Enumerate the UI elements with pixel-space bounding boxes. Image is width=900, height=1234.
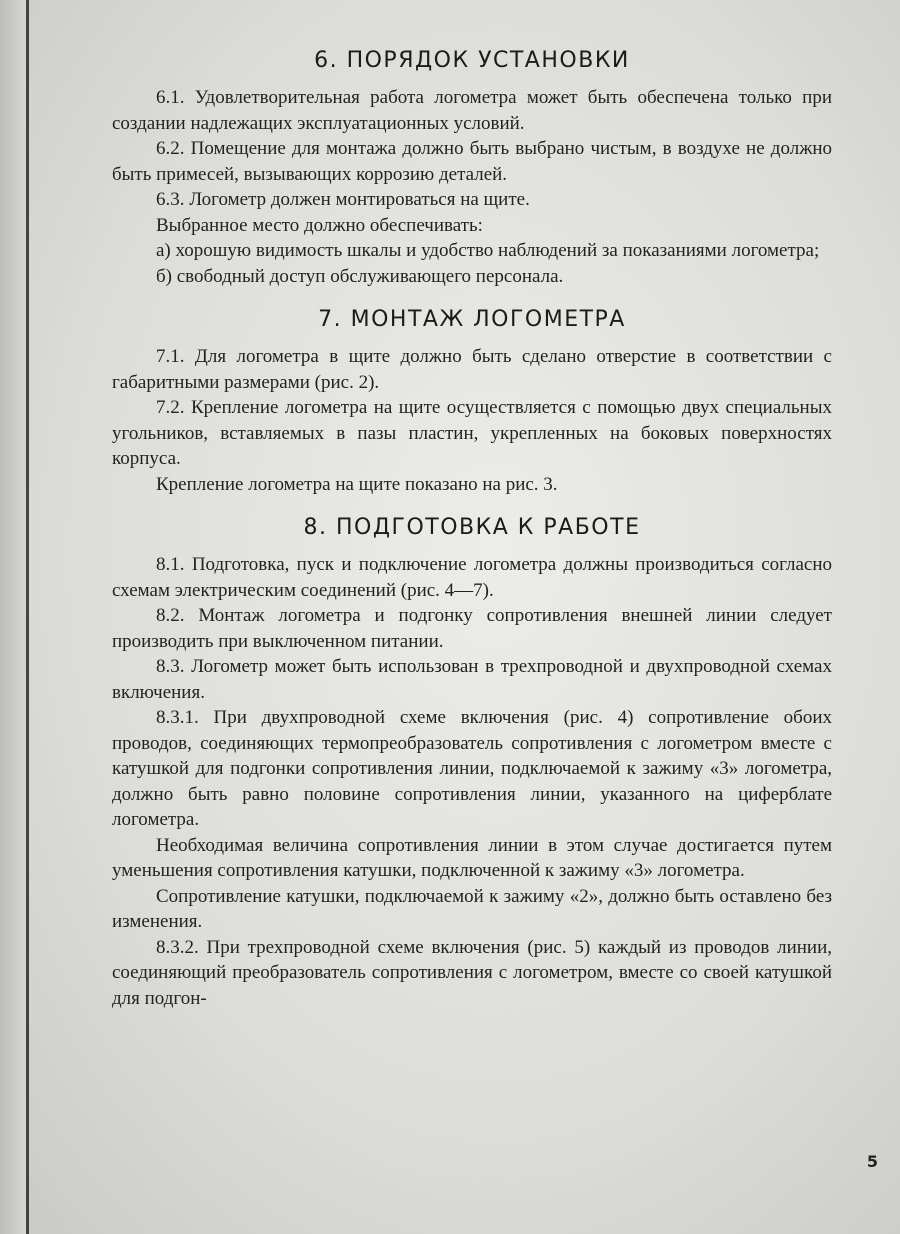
- paragraph-7-2: 7.2. Крепление логометра на щите осуществляется с помощью двух специальных угольников, вставляемых в пазы пластин, укрепленных на боковых поверхностях корпуса.: [112, 397, 832, 469]
- paragraph-8-3: 8.3. Логометр может быть использован в трехпроводной и двухпроводной схемах включения.: [112, 656, 832, 703]
- paragraph-8-1: 8.1. Подготовка, пуск и подключение логометра должны производиться согласно схемам электрическим соединений (рис. 4—7).: [112, 554, 832, 601]
- paragraph-7-2-fig: Крепление логометра на щите показано на рис. 3.: [156, 473, 558, 495]
- section-8-title: 8. ПОДГОТОВКА К РАБОТЕ: [303, 515, 641, 540]
- section-7-title: 7. МОНТАЖ ЛОГОМЕТРА: [318, 307, 626, 332]
- paragraph-8-3-1: 8.3.1. При двухпроводной схеме включения (рис. 4) сопротивление обоих проводов, соединяющих термопреобразователь сопротивления с логометром вместе с катушкой для подгонки сопротивления линии, подключаемой к зажиму «3» логометра, должно быть равно половине сопротивления линии, указанного на циферблате логометра.: [112, 707, 832, 830]
- paragraph-8-3-1-line: Необходимая величина сопротивления линии в этом случае достигается путем уменьшения сопротивления катушки, подключенной к зажиму «3» логометра.: [112, 834, 832, 881]
- page-content: [112, 48, 832, 1011]
- paragraph-7-1: 7.1. Для логометра в щите должно быть сделано отверстие в соответствии с габаритными размерами (рис. 2).: [112, 346, 832, 393]
- paragraph-6-3-b: б) свободный доступ обслуживающего персонала.: [156, 265, 564, 287]
- paragraph-8-2: 8.2. Монтаж логометра и подгонку сопротивления внешней линии следует производить при выключенном питании.: [112, 605, 832, 652]
- paragraph-6-2: 6.2. Помещение для монтажа должно быть выбрано чистым, в воздухе не должно быть примесей, вызывающих коррозию деталей.: [112, 138, 832, 185]
- page-number: 5: [866, 1152, 878, 1171]
- paragraph-8-3-2: 8.3.2. При трехпроводной схеме включения (рис. 5) каждый из проводов линии, соединяющий преобразователь сопротивления с логометром, вместе со своей катушкой для подгон-: [112, 936, 832, 1009]
- section-6: [112, 48, 832, 289]
- paragraph-6-3-a: а) хорошую видимость шкалы и удобство наблюдений за показаниями логометра;: [156, 240, 820, 261]
- binding-shadow: [0, 0, 26, 1234]
- section-6-title: 6. ПОРЯДОК УСТАНОВКИ: [314, 48, 630, 73]
- paragraph-6-1: 6.1. Удовлетворительная работа логометра может быть обеспечена только при создании надлежащих эксплуатационных условий.: [112, 87, 832, 134]
- binding-edge: [26, 0, 29, 1234]
- section-7: [112, 307, 832, 497]
- paragraph-6-3: 6.3. Логометр должен монтироваться на щите.: [156, 189, 530, 210]
- paragraph-6-3-intro: Выбранное место должно обеспечивать:: [156, 214, 483, 236]
- paragraph-8-3-1-coil: Сопротивление катушки, подключаемой к зажиму «2», должно быть оставлено без изменения.: [112, 885, 832, 932]
- section-8: [112, 515, 832, 1011]
